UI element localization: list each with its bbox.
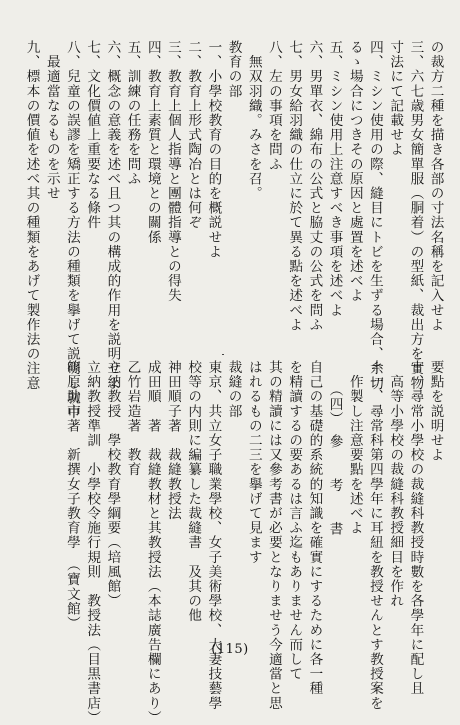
exam-question-column: 寸法にて記載せよ — [387, 40, 404, 157]
section-divider — [222, 354, 224, 355]
exam-question-column: 二、教育上形式陶冶とは何ぞ — [185, 40, 202, 230]
reference-text-column: 成田順 著 裁縫教材と其教授法（本誌廣告欄にあり） — [144, 360, 161, 725]
reference-text-column: を精讀するの要あるは言ふ迄もありません而して — [286, 360, 303, 682]
reference-text-column: （四） 參 考 書 — [326, 360, 343, 537]
reference-text-column: 東京、共立女子職業學校、女子美術學校、大妻技藝學 — [205, 360, 222, 711]
reference-text-column: 立納教授準訓 小學校令施行規則 教授法（目黒書店） — [84, 360, 101, 725]
reference-text-column: 十一、尋常科第四學年に耳紐を教授せんとす教授案を — [366, 360, 383, 711]
exam-question-column: 四、ミシン使用の際、縫目にトビを生ずる場合、糸切 — [366, 40, 383, 391]
reference-text-column: 乙竹岩造著 教育 — [124, 360, 141, 477]
exam-question-column: の裁方二種を描き各部の寸法名稱を記入せよ — [427, 40, 444, 332]
exam-question-column: 六、男單衣、綿布の公式と脇丈の公式を問ふ — [306, 40, 323, 332]
exam-question-column: 三、六七歳男女簡單服（胴着）の型紙、裁出方を實物 — [407, 40, 424, 391]
exam-question-column: 最適當なるものを示せ — [43, 40, 60, 201]
exam-question-column: 教育の部 — [225, 40, 242, 99]
reference-text-column: 高等小學校の裁縫科教授細目を作れ — [387, 360, 404, 609]
exam-question-column: 九、標本の價値を述べ其の種類をあげて製作法の注意 — [23, 40, 40, 391]
reference-text-column: 要點を説明せよ — [427, 360, 444, 463]
exam-question-column: 六、概念の意義を述べ且つ其の構成的作用を説明せよ — [104, 40, 121, 391]
exam-question-column: 三、教育上個人指導と團體指導との得失 — [164, 40, 181, 303]
exam-question-column: 五、訓練の任務を問ふ — [124, 40, 141, 186]
exam-question-column: 八、左の事項を問ふ — [265, 40, 282, 172]
reference-text-column: 自己の基礎的系統的知識を確實にするために各一種 — [306, 360, 323, 696]
exam-question-column: 四、教育上素質と環境との關係 — [144, 40, 161, 245]
reference-text-column: 立納教授 學校教育學綱要（培風館） — [104, 360, 121, 609]
reference-text-column: 裁縫の部 — [225, 360, 242, 419]
exam-question-column: るゝ場合につきその原因と處置を述べよ — [346, 40, 363, 303]
reference-text-column: 十、尋常小學校の裁縫科教授時數を各學年に配し且 — [407, 360, 424, 696]
reference-text-column: 神田順子著 裁縫教授法 — [164, 360, 181, 521]
exam-question-column: 五、ミシン使用上注意すべき事項を述べよ — [326, 40, 343, 318]
reference-text-column: 篠原助市著 新撰女子教育學 （寶文館） — [63, 360, 80, 631]
reference-text-column: 校等の内則に編纂した裁縫書 及其の他 — [185, 360, 202, 623]
reference-text-column: はれるもの二三を擧げて見ます — [245, 360, 262, 565]
exam-question-column: 七、文化價値上重要なる條件 — [84, 40, 101, 230]
exam-question-column: 一、小學校教育の目的を概説せよ — [205, 40, 222, 259]
page-number: (115) — [211, 642, 249, 657]
reference-text-column: 作製し注意要點を述べよ — [346, 360, 363, 536]
exam-question-column: 無双羽織。みさを召。 — [245, 40, 262, 201]
reference-text-column: 其の精讀には又參考書が必要となりませう今適當と思 — [265, 360, 282, 711]
exam-question-column: 七、男女給羽織の仕立に於て異る點を述べよ — [286, 40, 303, 332]
exam-question-column: 八、兒童の誤謬を矯正する方法の種類を擧げて説明し就中 — [63, 40, 80, 420]
